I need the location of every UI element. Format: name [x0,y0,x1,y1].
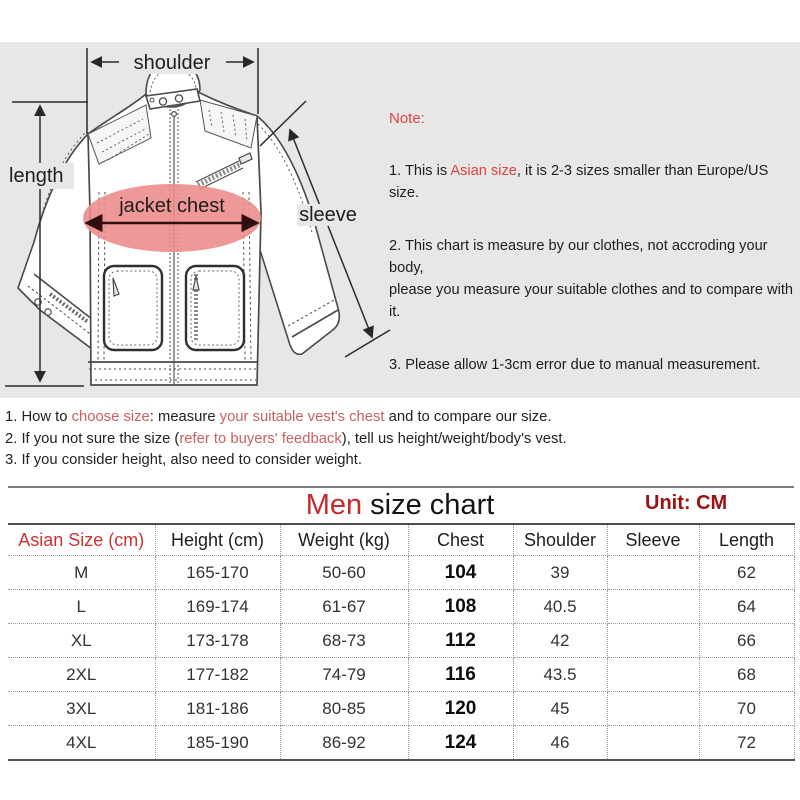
table-cell: 68-73 [280,624,408,658]
table-cell [607,692,699,726]
table-cell: 43.5 [513,658,607,692]
table-cell: 4XL [8,726,155,761]
unit-label: Unit: CM [645,492,728,514]
table-row [8,658,794,692]
table-cell: 64 [699,590,794,624]
table-row [8,692,794,726]
table-cell: 116 [408,658,513,692]
notes-block [389,108,793,407]
text-segment: 2. If you not sure the size ( [5,430,180,447]
size-table-header [8,524,794,556]
note-item-3 [389,354,793,376]
table-cell: 40.5 [513,590,607,624]
table-row [8,556,794,590]
tip-3 [5,450,725,472]
table-cell: 62 [699,556,794,590]
tip-1 [5,407,725,429]
note-item-2 [389,235,793,323]
table-cell: 39 [513,556,607,590]
table-cell [607,556,699,590]
text-segment: 3. Please allow 1-3cm error due to manual measurement. [389,357,761,373]
sleeve-label: sleeve [299,204,357,226]
table-cell: 45 [513,692,607,726]
table-cell: 181-186 [155,692,280,726]
notes-title: Note: [389,110,425,127]
table-cell: 3XL [8,692,155,726]
tips-block [5,407,725,472]
table-row [8,624,794,658]
table-cell: M [8,556,155,590]
column-header: Sleeve [607,524,699,556]
table-cell: 61-67 [280,590,408,624]
table-cell: 72 [699,726,794,761]
table-cell [607,658,699,692]
table-cell: L [8,590,155,624]
table-cell: 86-92 [280,726,408,761]
table-cell: 108 [408,590,513,624]
diagram-panel [0,42,800,398]
text-segment: and to compare our size. [384,409,552,425]
table-cell: 50-60 [280,556,408,590]
highlight-text: choose size [71,409,150,425]
highlight-text: Asian size [450,163,517,179]
shoulder-label: shoulder [133,52,211,74]
table-cell: 177-182 [155,658,280,692]
table-cell: 70 [699,692,794,726]
column-header: Weight (kg) [280,524,408,556]
highlight-text: refer to buyers' feedback [179,430,342,447]
table-cell: 185-190 [155,726,280,761]
table-cell: 80-85 [280,692,408,726]
table-cell [607,624,699,658]
jacket-measurement-diagram [0,42,400,398]
column-header: Chest [408,524,513,556]
size-table-body [8,556,794,761]
table-cell: 68 [699,658,794,692]
table-title [306,489,495,521]
table-cell: 124 [408,726,513,761]
table-title-rest: size chart [362,489,495,521]
note-item-1 [389,160,793,204]
table-cell: 173-178 [155,624,280,658]
table-cell: 120 [408,692,513,726]
text-segment: ), tell us height/weight/body's vest. [341,430,567,447]
text-segment: please you measure your suitable clothes and to compare with it. [389,282,793,320]
table-cell: 46 [513,726,607,761]
table-cell: 165-170 [155,556,280,590]
table-cell: 169-174 [155,590,280,624]
highlight-text: your suitable vest's chest [219,409,385,425]
table-title-highlight: Men [305,489,363,521]
table-cell: 42 [513,624,607,658]
table-cell: 2XL [8,658,155,692]
column-header: Shoulder [513,524,607,556]
table-cell: 104 [408,556,513,590]
column-header: Height (cm) [155,524,280,556]
text-segment: 2. This chart is measure by our clothes, not accroding your body, [389,238,768,276]
table-cell: XL [8,624,155,658]
tip-2 [5,429,725,451]
text-segment: 1. How to [5,409,72,425]
text-segment: 1. This is [389,163,451,179]
text-segment: , it is 2-3 sizes smaller than Europe/US size. [389,163,769,201]
table-cell [607,726,699,761]
length-label: length [9,165,64,187]
table-row [8,590,794,624]
table-cell: 74-79 [280,658,408,692]
chest-label: jacket chest [119,195,225,217]
size-table [8,523,795,761]
table-cell: 112 [408,624,513,658]
column-header: Asian Size (cm) [8,524,155,556]
table-row [8,726,794,761]
text-segment: : measure [149,409,220,425]
table-cell [607,590,699,624]
column-header: Length [699,524,794,556]
text-segment: 3. If you consider height, also need to consider weight. [5,452,362,468]
table-cell: 66 [699,624,794,658]
